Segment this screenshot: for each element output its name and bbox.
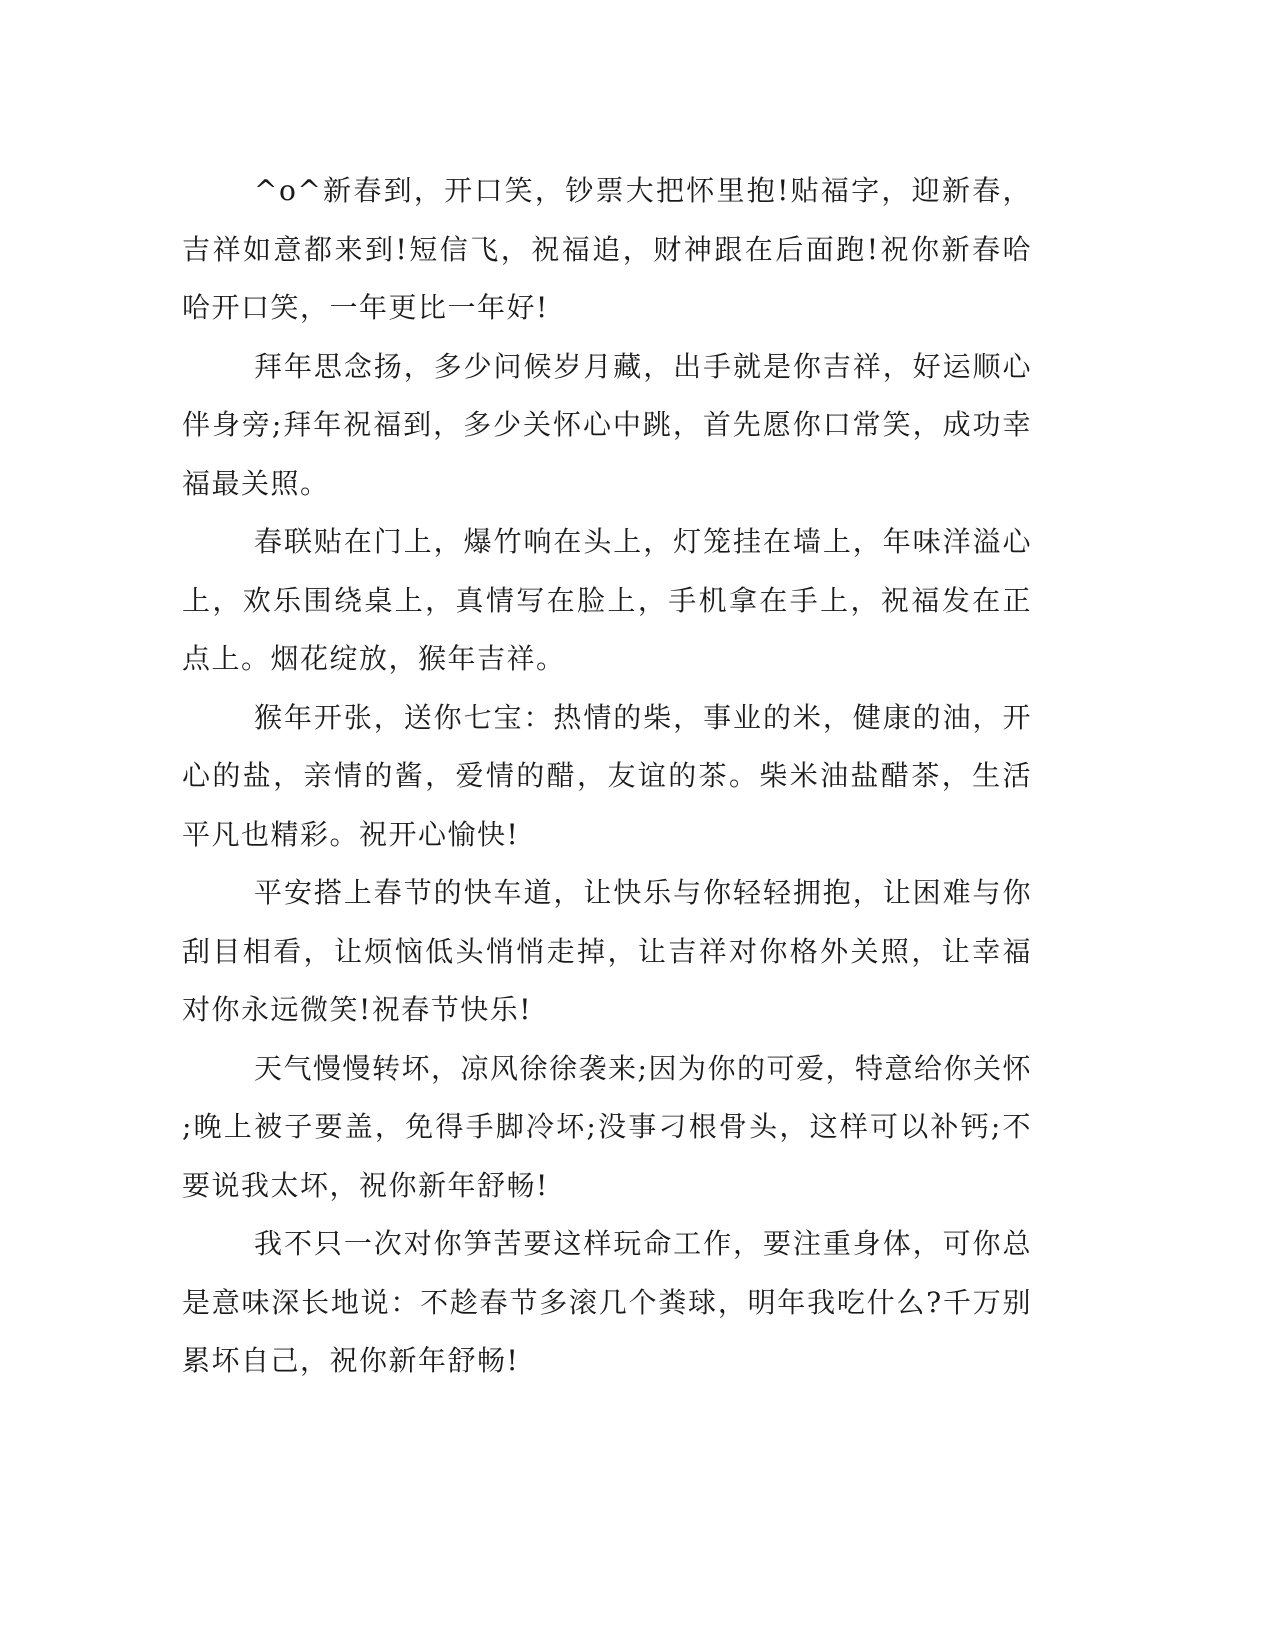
paragraph-3: 春联贴在门上，爆竹响在头上，灯笼挂在墙上，年味洋溢心上，欢乐围绕桌上，真情写在脸上，手机拿在手上，祝福发在正点上。烟花绽放，猴年吉祥。: [182, 525, 1032, 675]
paragraph-6: 天气慢慢转坏，凉风徐徐袭来;因为你的可爱，特意给你关怀;晚上被子要盖，免得手脚冷坏;没事刁根骨头，这样可以补钙;不要说我太坏，祝你新年舒畅!: [182, 1051, 1032, 1202]
paragraph-2: 拜年思念扬，多少问候岁月藏，出手就是你吉祥，好运顺心伴身旁;拜年祝福到，多少关怀心中跳，首先愿你口常笑，成功幸福最关照。: [182, 349, 1032, 500]
paragraph-7: 我不只一次对你笋苦要这样玩命工作，要注重身体，可你总是意味深长地说：不趁春节多滚几个粪球，明年我吃什么?千万别累坏自己，祝你新年舒畅!: [182, 1227, 1032, 1377]
paragraph-4: 猴年开张，送你七宝：热情的柴，事业的米，健康的油，开心的盐，亲情的酱，爱情的醋，友谊的茶。柴米油盐醋茶，生活平凡也精彩。祝开心愉快!: [182, 700, 1032, 851]
paragraph-5: 平安搭上春节的快车道，让快乐与你轻轻拥抱，让困难与你刮目相看，让烦恼低头悄悄走掉，让吉祥对你格外关照，让幸福对你永远微笑!祝春节快乐!: [182, 876, 1032, 1026]
document-body: [182, 162, 1032, 1391]
paragraph-1: ^o^新春到，开口笑，钞票大把怀里抱!贴福字，迎新春，吉祥如意都来到!短信飞，祝福追，财神跟在后面跑!祝你新春哈哈开口笑，一年更比一年好!: [182, 174, 1032, 324]
